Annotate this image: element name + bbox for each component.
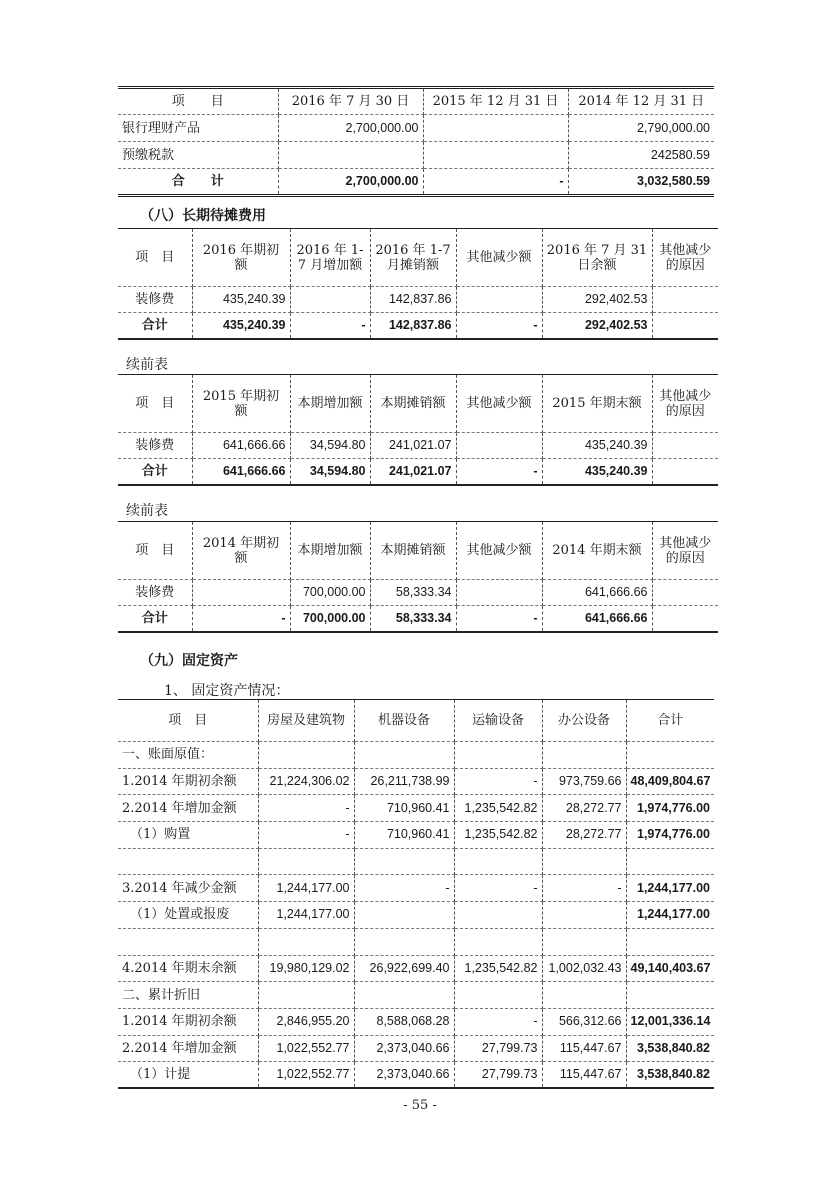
- cell-value: [258, 742, 354, 769]
- table-row: [118, 433, 718, 459]
- cell-value: [626, 742, 714, 769]
- header-cell: 项 目: [118, 88, 278, 115]
- cell-value: [542, 982, 626, 1009]
- row-label: 合计: [118, 313, 192, 339]
- cell-value: [354, 902, 454, 929]
- cell-value: -: [423, 169, 568, 196]
- cell-value: 242580.59: [568, 142, 714, 169]
- cell-value: 973,759.66: [542, 768, 626, 795]
- table-row: [118, 768, 714, 795]
- cell-value: [626, 848, 714, 875]
- cell-value: -: [456, 606, 542, 632]
- cell-value: 142,837.86: [370, 313, 456, 339]
- cell-value: [454, 982, 542, 1009]
- total-row: [118, 606, 718, 632]
- header-cell: 其他减少的原因: [652, 375, 718, 433]
- cell-value: 26,211,738.99: [354, 768, 454, 795]
- cell-value: 3,538,840.82: [626, 1035, 714, 1062]
- cell-value: 28,272.77: [542, 795, 626, 822]
- table-long-term-prepaid-2014: [118, 521, 718, 633]
- cell-value: [652, 459, 718, 485]
- page-number: - 55 -: [403, 1098, 437, 1113]
- cell-value: 710,960.41: [354, 795, 454, 822]
- section-heading: （九）固定资产: [140, 653, 238, 669]
- row-label: （1）购置: [118, 822, 258, 849]
- table-fixed-assets: [118, 699, 714, 1089]
- total-row: [118, 313, 718, 339]
- header-cell: 2014 年 12 月 31 日: [568, 88, 714, 115]
- header-cell: 其他减少额: [456, 229, 542, 287]
- row-label: 2.2014 年增加金额: [118, 1035, 258, 1062]
- table-row: [118, 742, 714, 769]
- cell-value: [354, 848, 454, 875]
- cell-value: [454, 902, 542, 929]
- cell-value: 1,235,542.82: [454, 822, 542, 849]
- row-label: 3.2014 年减少金额: [118, 875, 258, 902]
- table-header-row: [118, 229, 718, 287]
- cell-value: 3,538,840.82: [626, 1062, 714, 1089]
- cell-value: -: [258, 822, 354, 849]
- cell-value: 241,021.07: [370, 433, 456, 459]
- cell-value: [652, 433, 718, 459]
- header-cell: 2015 年 12 月 31 日: [423, 88, 568, 115]
- table-row: [118, 142, 714, 169]
- cell-value: 1,244,177.00: [626, 875, 714, 902]
- total-row: [118, 459, 718, 485]
- continued-label: 续前表: [126, 357, 168, 373]
- cell-value: 435,240.39: [542, 459, 652, 485]
- row-label: 银行理财产品: [118, 115, 278, 142]
- cell-value: 292,402.53: [542, 313, 652, 339]
- table-row: [118, 1035, 714, 1062]
- cell-value: 3,032,580.59: [568, 169, 714, 196]
- cell-value: 27,799.73: [454, 1035, 542, 1062]
- table-header-row: [118, 375, 718, 433]
- cell-value: 115,447.67: [542, 1035, 626, 1062]
- cell-value: [258, 982, 354, 1009]
- header-cell: 其他减少额: [456, 522, 542, 580]
- cell-value: 8,588,068.28: [354, 1008, 454, 1035]
- cell-value: 27,799.73: [454, 1062, 542, 1089]
- header-cell: 本期增加额: [290, 375, 370, 433]
- cell-value: 2,373,040.66: [354, 1035, 454, 1062]
- table-row: [118, 115, 714, 142]
- cell-value: 1,244,177.00: [626, 902, 714, 929]
- header-cell: 其他减少额: [456, 375, 542, 433]
- row-label: 装修费: [118, 287, 192, 313]
- cell-value: 641,666.66: [192, 433, 290, 459]
- header-cell: 项 目: [118, 229, 192, 287]
- cell-value: 1,244,177.00: [258, 902, 354, 929]
- table-row: [118, 848, 714, 875]
- cell-value: [354, 928, 454, 955]
- cell-value: -: [456, 459, 542, 485]
- cell-value: 435,240.39: [192, 287, 290, 313]
- cell-value: -: [192, 606, 290, 632]
- cell-value: -: [290, 313, 370, 339]
- cell-value: 700,000.00: [290, 606, 370, 632]
- cell-value: [258, 848, 354, 875]
- cell-value: [423, 142, 568, 169]
- cell-value: [454, 848, 542, 875]
- header-cell: 本期摊销额: [370, 522, 456, 580]
- row-label: 预缴税款: [118, 142, 278, 169]
- cell-value: 2,700,000.00: [278, 115, 423, 142]
- header-cell: 本期摊销额: [370, 375, 456, 433]
- cell-value: 1,002,032.43: [542, 955, 626, 982]
- total-row: [118, 169, 714, 196]
- row-label: [118, 928, 258, 955]
- row-label: 合计: [118, 606, 192, 632]
- cell-value: 2,846,955.20: [258, 1008, 354, 1035]
- cell-value: [454, 742, 542, 769]
- cell-value: [258, 928, 354, 955]
- header-cell: 运输设备: [454, 700, 542, 742]
- table-row: [118, 902, 714, 929]
- row-label: 合 计: [118, 169, 278, 196]
- cell-value: [290, 287, 370, 313]
- cell-value: 115,447.67: [542, 1062, 626, 1089]
- cell-value: 49,140,403.67: [626, 955, 714, 982]
- cell-value: -: [456, 313, 542, 339]
- table-row: [118, 875, 714, 902]
- cell-value: 48,409,804.67: [626, 768, 714, 795]
- cell-value: 1,022,552.77: [258, 1035, 354, 1062]
- table-header-row: [118, 88, 714, 115]
- cell-value: [354, 982, 454, 1009]
- cell-value: [652, 287, 718, 313]
- cell-value: [192, 580, 290, 606]
- cell-value: [456, 287, 542, 313]
- table-row: [118, 795, 714, 822]
- cell-value: [454, 928, 542, 955]
- cell-value: -: [454, 875, 542, 902]
- header-cell: 合计: [626, 700, 714, 742]
- header-cell: 其他减少的原因: [652, 229, 718, 287]
- cell-value: 292,402.53: [542, 287, 652, 313]
- cell-value: 58,333.34: [370, 580, 456, 606]
- table-row: [118, 1008, 714, 1035]
- cell-value: -: [258, 795, 354, 822]
- cell-value: 641,666.66: [192, 459, 290, 485]
- cell-value: 435,240.39: [542, 433, 652, 459]
- header-cell: 2016 年 7 月 30 日: [278, 88, 423, 115]
- table-row: [118, 1062, 714, 1089]
- header-cell: 其他减少的原因: [652, 522, 718, 580]
- cell-value: 2,373,040.66: [354, 1062, 454, 1089]
- cell-value: 710,960.41: [354, 822, 454, 849]
- header-cell: 项 目: [118, 375, 192, 433]
- cell-value: [456, 580, 542, 606]
- cell-value: [652, 313, 718, 339]
- cell-value: -: [454, 1008, 542, 1035]
- header-cell: 本期增加额: [290, 522, 370, 580]
- cell-value: [542, 902, 626, 929]
- header-cell: 2014 年期初额: [192, 522, 290, 580]
- cell-value: 241,021.07: [370, 459, 456, 485]
- cell-value: 1,974,776.00: [626, 822, 714, 849]
- cell-value: 21,224,306.02: [258, 768, 354, 795]
- table-long-term-prepaid-2016: [118, 228, 718, 340]
- table-header-row: [118, 700, 714, 742]
- cell-value: 12,001,336.14: [626, 1008, 714, 1035]
- header-cell: 项 目: [118, 522, 192, 580]
- cell-value: 1,974,776.00: [626, 795, 714, 822]
- table-investments: [118, 86, 714, 197]
- cell-value: [456, 433, 542, 459]
- header-cell: 办公设备: [542, 700, 626, 742]
- cell-value: 2,700,000.00: [278, 169, 423, 196]
- header-cell: 2016 年 1-7 月摊销额: [370, 229, 456, 287]
- header-cell: 机器设备: [354, 700, 454, 742]
- cell-value: 435,240.39: [192, 313, 290, 339]
- cell-value: 641,666.66: [542, 606, 652, 632]
- table-row: [118, 822, 714, 849]
- row-label: 1.2014 年期初余额: [118, 1008, 258, 1035]
- section-heading: （八）长期待摊费用: [140, 208, 266, 224]
- table-row: [118, 580, 718, 606]
- table-row: [118, 287, 718, 313]
- table-row: [118, 982, 714, 1009]
- cell-value: [652, 580, 718, 606]
- header-cell: 2016 年期初额: [192, 229, 290, 287]
- header-cell: 房屋及建筑物: [258, 700, 354, 742]
- row-label: 1.2014 年期初余额: [118, 768, 258, 795]
- subsection-heading: 1、 固定资产情况：: [164, 683, 290, 699]
- header-cell: 2016 年 7 月 31 日余额: [542, 229, 652, 287]
- continued-label: 续前表: [126, 503, 168, 519]
- cell-value: 34,594.80: [290, 433, 370, 459]
- row-label: 2.2014 年增加金额: [118, 795, 258, 822]
- row-label: 一、账面原值：: [118, 742, 258, 769]
- cell-value: 1,235,542.82: [454, 795, 542, 822]
- cell-value: 566,312.66: [542, 1008, 626, 1035]
- cell-value: [652, 606, 718, 632]
- cell-value: 58,333.34: [370, 606, 456, 632]
- cell-value: [542, 928, 626, 955]
- cell-value: [354, 742, 454, 769]
- cell-value: 34,594.80: [290, 459, 370, 485]
- header-cell: 2015 年期末额: [542, 375, 652, 433]
- row-label: 4.2014 年期末余额: [118, 955, 258, 982]
- cell-value: [542, 848, 626, 875]
- row-label: 二、累计折旧: [118, 982, 258, 1009]
- cell-value: 700,000.00: [290, 580, 370, 606]
- cell-value: [278, 142, 423, 169]
- cell-value: [626, 982, 714, 1009]
- row-label: 装修费: [118, 433, 192, 459]
- cell-value: -: [454, 768, 542, 795]
- header-cell: 项 目: [118, 700, 258, 742]
- table-long-term-prepaid-2015: [118, 374, 718, 486]
- cell-value: 26,922,699.40: [354, 955, 454, 982]
- table-row: [118, 928, 714, 955]
- cell-value: 1,022,552.77: [258, 1062, 354, 1089]
- row-label: [118, 848, 258, 875]
- row-label: （1）处置或报废: [118, 902, 258, 929]
- cell-value: [542, 742, 626, 769]
- cell-value: 142,837.86: [370, 287, 456, 313]
- cell-value: 19,980,129.02: [258, 955, 354, 982]
- row-label: 装修费: [118, 580, 192, 606]
- cell-value: -: [354, 875, 454, 902]
- cell-value: 1,244,177.00: [258, 875, 354, 902]
- header-cell: 2016 年 1-7 月增加额: [290, 229, 370, 287]
- cell-value: -: [542, 875, 626, 902]
- cell-value: 1,235,542.82: [454, 955, 542, 982]
- table-header-row: [118, 522, 718, 580]
- row-label: （1）计提: [118, 1062, 258, 1089]
- table-row: [118, 955, 714, 982]
- header-cell: 2014 年期末额: [542, 522, 652, 580]
- cell-value: [423, 115, 568, 142]
- cell-value: 641,666.66: [542, 580, 652, 606]
- cell-value: [626, 928, 714, 955]
- row-label: 合计: [118, 459, 192, 485]
- cell-value: 2,790,000.00: [568, 115, 714, 142]
- header-cell: 2015 年期初额: [192, 375, 290, 433]
- cell-value: 28,272.77: [542, 822, 626, 849]
